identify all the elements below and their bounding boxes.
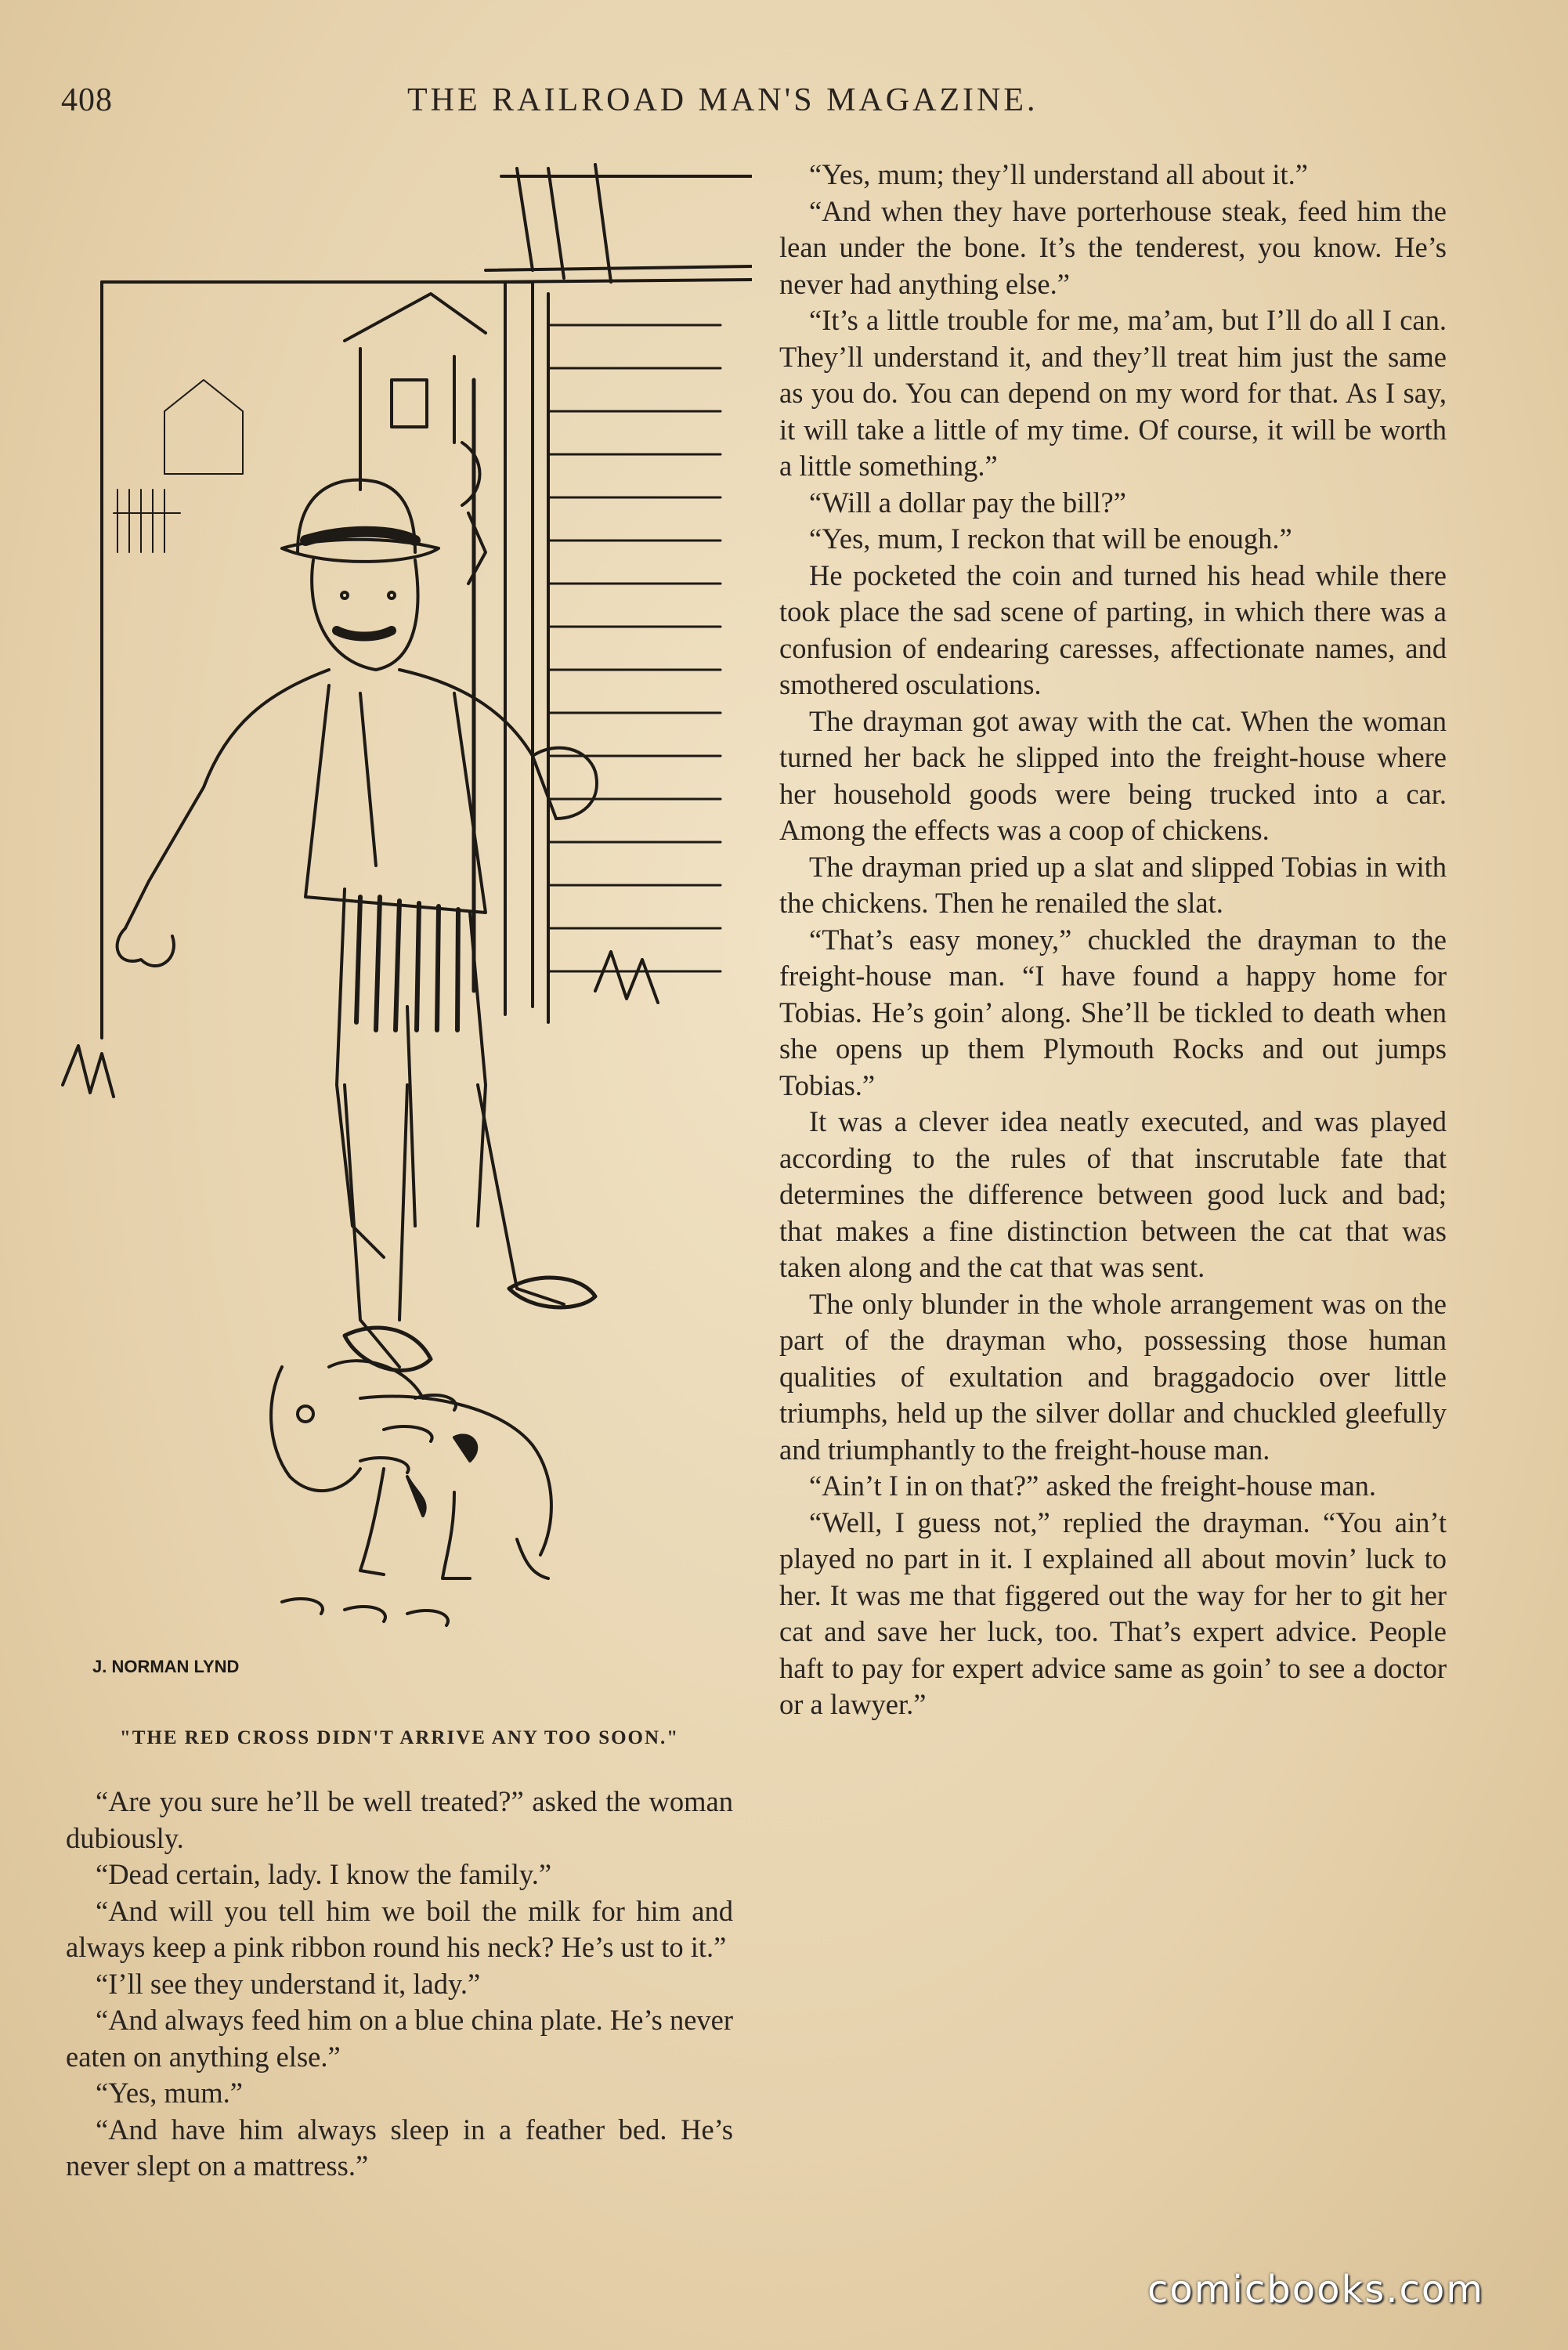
page-number: 408	[61, 82, 113, 118]
watermark-logo: comicbooks.com	[1147, 2268, 1485, 2312]
paragraph: He pocketed the coin and turned his head while there took place the sad scene of parting, in which there was a confusion of endearing caresses, affectionate names, and smothered osculations.	[779, 559, 1447, 700]
paragraph: “Yes, mum, I reckon that will be enough.”	[809, 522, 1292, 555]
paragraph: “And have him always sleep in a feather bed. He’s never slept on a mattress.”	[66, 2113, 733, 2182]
paragraph: “Yes, mum; they’ll understand all about it.”	[809, 158, 1308, 190]
paragraph: “And will you tell him we boil the milk for him and always keep a pink ribbon round his neck? He’s ust to it.”	[66, 1894, 733, 1963]
paragraph: “Well, I guess not,” replied the drayman. “You ain’t played no part in it. I explained all about movin’ luck to her. It was me that figgered out the way for her to git her cat and save her luck, too. That’s expert advice. People haft to pay for expert advice same as goin’ to see a doctor or a lawyer.”	[779, 1506, 1447, 1720]
paragraph: It was a clever idea neatly executed, and was played according to the rules of that inscrutable fate that determines the difference between good luck and bad; that makes a fine distinction between the cat that was taken along and the cat that was sent.	[779, 1105, 1447, 1283]
paragraph: The only blunder in the whole arrangement was on the part of the drayman who, possessing those human qualities of exultation and braggadocio over little triumphs, held up the silver dollar and chuckled gleefully and triumphantly to the freight-house man.	[779, 1287, 1447, 1466]
paragraph: “Dead certain, lady. I know the family.”	[96, 1858, 552, 1890]
paragraph: “Ain’t I in on that?” asked the freight-house man.	[809, 1470, 1377, 1502]
paragraph: “Will a dollar pay the bill?”	[809, 486, 1126, 519]
paragraph: The drayman got away with the cat. When the woman turned her back he slipped into the freight-house where her household goods were being trucked into a car. Among the effects was a coop of chickens.	[779, 704, 1447, 846]
paragraph: “It’s a little trouble for me, ma’am, but I’ll do all I can. They’ll understand it, and they’ll treat him just the same as you do. You can depend on my word for that. As I say, it will take a little of my time. Of course, it will be worth a little something.”	[779, 304, 1447, 482]
left-column	[66, 1784, 733, 2185]
paragraph: “Are you sure he’ll be well treated?” asked the woman dubiously.	[66, 1785, 733, 1854]
paragraph: “I’ll see they understand it, lady.”	[96, 1967, 481, 2000]
paragraph: “That’s easy money,” chuckled the drayman to the freight-house man. “I have found a happy home for Tobias. He’s goin’ along. She’ll be tickled to death when she opens up them Plymouth Rocks and out jumps Tobias.”	[779, 923, 1447, 1101]
paragraph: “And when they have porterhouse steak, feed him the lean under the bone. It’s the tenderest, you know. He’s never had anything else.”	[779, 194, 1447, 300]
paragraph: “Yes, mum.”	[96, 2077, 243, 2109]
illustrator-signature: J. NORMAN LYND	[92, 1657, 240, 1676]
running-head: THE RAILROAD MAN'S MAGAZINE.	[407, 82, 1039, 118]
illustration-caption: "THE RED CROSS DIDN'T ARRIVE ANY TOO SOON."	[119, 1727, 680, 1748]
paragraph: “And always feed him on a blue china plate. He’s never eaten on anything else.”	[66, 2004, 733, 2073]
right-column	[779, 157, 1447, 1723]
paragraph: The drayman pried up a slat and slipped Tobias in with the chickens. Then he renailed the slat.	[779, 850, 1447, 919]
illustration	[47, 145, 752, 1680]
page-header	[0, 81, 1568, 121]
